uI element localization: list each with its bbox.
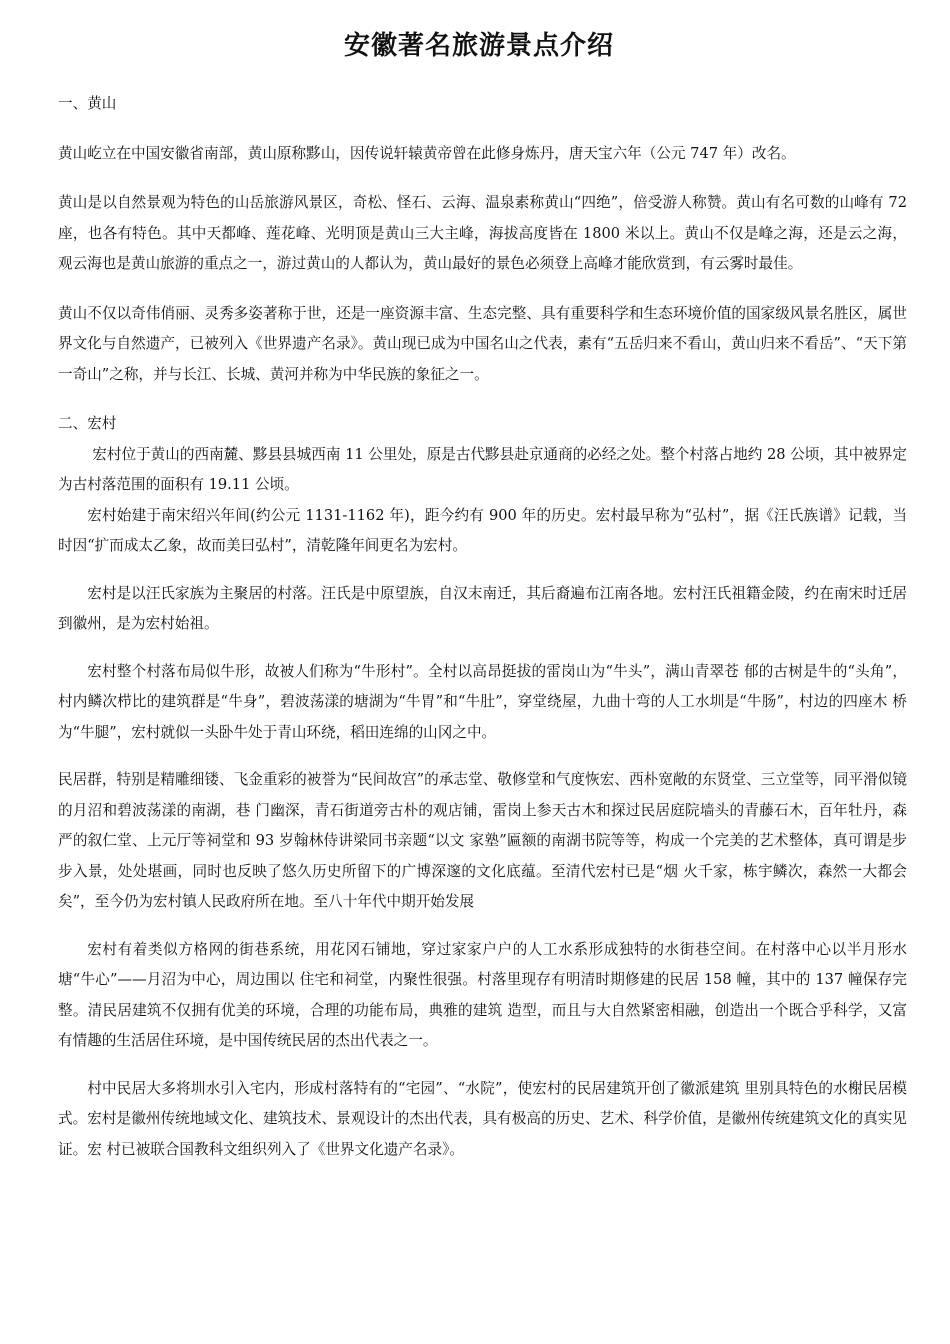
paragraph: 宏村整个村落布局似牛形，故被人们称为“牛形村”。全村以高昂挺拔的雷岗山为“牛头”，满山青翠苍 郁的古树是牛的“头角”，村内鳞次栉比的建筑群是“牛身”，碧波荡漾的塘湖为“牛胃”和“牛肚”，穿堂绕屋，九曲十弯的人工水圳是“牛肠”，村边的四座木 桥为“牛腿”，宏村就似一头卧牛处于青山环绕，稻田连绵的山冈之中。 [58, 662, 907, 741]
paragraph: 黄山是以自然景观为特色的山岳旅游风景区，奇松、怪石、云海、温泉素称黄山“四绝”，倍受游人称赞。黄山有名可数的山峰有 72 座，也各有特色。其中天都峰、莲花峰、光明顶是黄山三大主峰，海拔高度皆在 1800 米以上。黄山不仅是峰之海，还是云之海，观云海也是黄山旅游的重点之一，游过黄山的人都认为，黄山最好的景色必须登上高峰才能欣赏到，有云雾时最佳。 [58, 194, 907, 272]
paragraph: 村中民居大多将圳水引入宅内，形成村落特有的“宅园”、“水院”，使宏村的民居建筑开创了徽派建筑 里别具特色的水榭民居模式。宏村是徽州传统地域文化、建筑技术、景观设计的杰出代表，具有极高的历史、艺术、科学价值，是徽州传统建筑文化的真实见证。宏 村已被联合国教科文组织列入了《世界文化遗产名录》。 [58, 1079, 907, 1158]
paragraph: 宏村是以汪氏家族为主聚居的村落。汪氏是中原望族，自汉末南迁，其后裔遍布江南各地。宏村汪氏祖籍金陵，约在南宋时迁居到徽州，是为宏村始祖。 [58, 584, 907, 632]
paragraph: 宏村始建于南宋绍兴年间(约公元 1131-1162 年)，距今约有 900 年的历史。宏村最早称为“弘村”，据《汪氏族谱》记载，当时因“扩而成太乙象，故而美曰弘村”，清乾隆年间更名为宏村。 [58, 506, 907, 554]
document-body [58, 89, 907, 1165]
paragraph: 黄山屹立在中国安徽省南部，黄山原称黟山，因传说轩辕黄帝曾在此修身炼丹，唐天宝六年（公元 747 年）改名。 [58, 144, 796, 162]
section-heading-huangshan: 一、黄山 [58, 95, 117, 112]
paragraph: 黄山不仅以奇伟俏丽、灵秀多姿著称于世，还是一座资源丰富、生态完整、具有重要科学和生态环境价值的国家级风景名胜区，属世界文化与自然遗产，已被列入《世界遗产名录》。黄山现已成为中国名山之代表，素有“五岳归来不看山，黄山归来不看岳”、“天下第一奇山”之称，并与长江、长城、黄河并称为中华民族的象征之一。 [58, 304, 907, 383]
paragraph: 宏村位于黄山的西南麓、黟县县城西南 11 公里处，原是古代黟县赴京通商的必经之处。整个村落占地约 28 公顷，其中被界定为古村落范围的面积有 19.11 公顷。 [58, 445, 907, 493]
paragraph: 宏村有着类似方格网的街巷系统，用花冈石铺地，穿过家家户户的人工水系形成独特的水街巷空间。在村落中心以半月形水塘“牛心”——月沼为中心，周边围以 住宅和祠堂，内聚性很强。村落里现存有明清时期修建的民居 158 幢，其中的 137 幢保存完整。清民居建筑不仅拥有优美的环境，合理的功能布局，典雅的建筑 造型，而且与大自然紧密相融，创造出一个既合乎科学，又富有情趣的生活居住环境，是中国传统民居的杰出代表之一。 [58, 940, 907, 1049]
paragraph: 民居群，特别是精雕细镂、飞金重彩的被誉为“民间故宫”的承志堂、敬修堂和气度恢宏、西朴宽敞的东贤堂、三立堂等，同平滑似镜的月沼和碧波荡漾的南湖，巷 门幽深，青石街道旁古朴的观店铺，雷岗上参天古木和探过民居庭院墙头的青藤石木，百年牡丹，森严的叙仁堂、上元厅等祠堂和 93 岁翰林侍讲梁同书亲题“以文 家塾”匾额的南湖书院等等，构成一个完美的艺术整体，真可谓是步步入景，处处堪画，同时也反映了悠久历史所留下的广博深邃的文化底蕴。至清代宏村已是“烟 火千家，栋宇鳞次，森然一大都会矣”，至今仍为宏村镇人民政府所在地。至八十年代中期开始发展 [58, 771, 907, 910]
section-heading-hongcun: 二、宏村 [58, 415, 117, 432]
document-title: 安徽著名旅游景点介绍 [343, 31, 614, 62]
